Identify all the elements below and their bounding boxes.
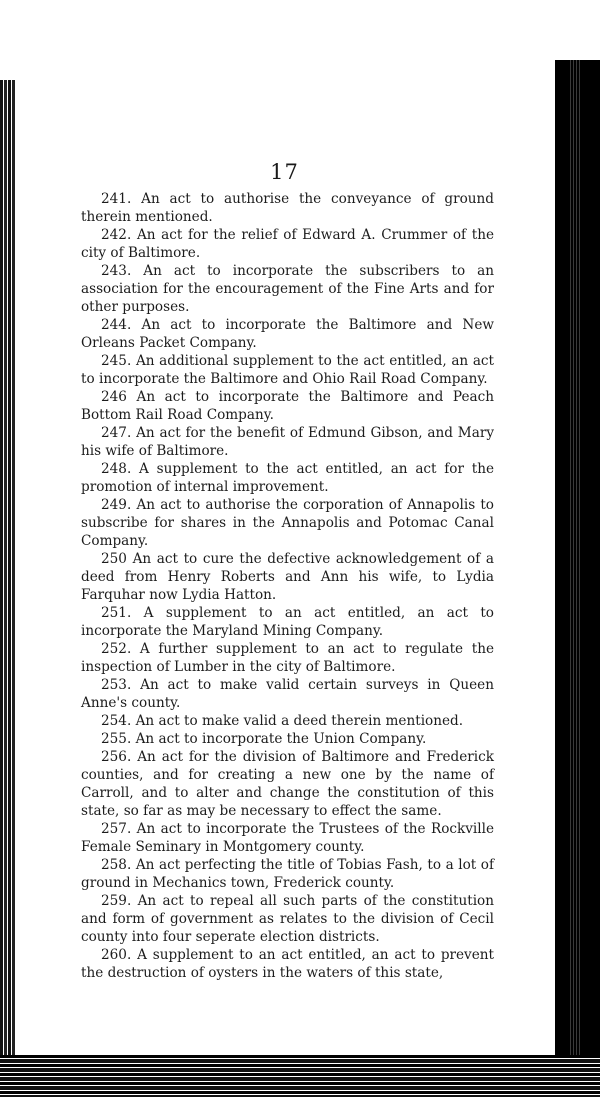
act-entry [81,892,494,946]
act-entry [81,388,494,424]
act-number: 245. [101,353,132,369]
act-number: 256. [101,749,132,765]
scan-bottom-edge [0,1055,600,1097]
act-entry [81,712,494,730]
act-number: 247. [101,425,132,441]
page-number: 17 [270,160,299,184]
act-number: 250 [101,551,127,567]
act-entry [81,730,494,748]
act-text: An act to incorporate the subscribers to an association for the encouragement of the Fine Arts and for other purposes. [81,263,494,315]
act-text: An additional supplement to the act entitled, an act to incorporate the Baltimore and Ohio Rail Road Company. [81,353,495,387]
act-text: A further supplement to an act to regulate the inspection of Lumber in the city of Baltimore. [81,641,494,675]
scan-right-edge [552,60,600,1097]
act-text: An act to incorporate the Trustees of the Rockville Female Seminary in Montgomery county. [81,821,494,855]
act-text: An act for the benefit of Edmund Gibson, and Mary his wife of Baltimore. [81,425,494,459]
act-text: A supplement to the act entitled, an act for the promotion of internal improvement. [81,461,494,495]
act-text: An act to incorporate the Union Company. [135,731,427,747]
act-text: An act to incorporate the Baltimore and New Orleans Packet Company. [81,317,495,351]
act-text: An act to authorise the conveyance of ground therein mentioned. [81,191,495,225]
act-entry [81,676,494,712]
acts-list [81,190,494,982]
act-number: 252. [101,641,132,657]
act-number: 243. [101,263,132,279]
act-text: An act to authorise the corporation of Annapolis to subscribe for shares in the Annapolis and Potomac Canal Company. [81,497,494,549]
act-number: 249. [101,497,132,513]
act-text: A supplement to an act entitled, an act to prevent the destruction of oysters in the waters of this state, [81,947,495,981]
act-number: 258. [101,857,132,873]
act-entry [81,946,494,982]
act-number: 259. [101,893,132,909]
act-entry [81,820,494,856]
act-text: An act to cure the defective acknowledgement of a deed from Henry Roberts and Ann his wife, to Lydia Farquhar now Lydia Hatton. [81,551,494,603]
act-number: 260. [101,947,132,963]
act-number: 253. [101,677,132,693]
act-text: An act perfecting the title of Tobias Fash, to a lot of ground in Mechanics town, Frederick county. [81,857,494,891]
scan-left-edge [0,80,16,1097]
act-entry [81,316,494,352]
act-number: 254. [101,713,132,729]
act-entry [81,352,494,388]
act-text: An act to incorporate the Baltimore and Peach Bottom Rail Road Company. [81,389,494,423]
act-text: An act to make valid a deed therein mentioned. [135,713,464,729]
act-text: An act to make valid certain surveys in Queen Anne's county. [81,677,494,711]
act-entry [81,604,494,640]
act-number: 251. [101,605,132,621]
act-number: 248. [101,461,132,477]
act-number: 244. [101,317,132,333]
act-number: 246 [101,389,127,405]
act-number: 242. [101,227,132,243]
act-entry [81,226,494,262]
act-entry [81,550,494,604]
document-page [18,82,551,1052]
act-text: An act for the division of Baltimore and Frederick counties, and for creating a new one by the name of Carroll, and to alter and change the constitution of this state, so far as may be necessary to effect the same. [81,749,494,819]
act-text: An act for the relief of Edward A. Crummer of the city of Baltimore. [81,227,494,261]
act-text: An act to repeal all such parts of the constitution and form of government as relates to the division of Cecil county into four seperate election districts. [81,893,494,945]
act-entry [81,460,494,496]
act-number: 241. [101,191,132,207]
act-entry [81,748,494,820]
act-entry [81,496,494,550]
act-number: 255. [101,731,132,747]
act-number: 257. [101,821,132,837]
act-text: A supplement to an act entitled, an act to incorporate the Maryland Mining Company. [81,605,494,639]
act-entry [81,424,494,460]
act-entry [81,640,494,676]
act-entry [81,262,494,316]
act-entry [81,190,494,226]
act-entry [81,856,494,892]
